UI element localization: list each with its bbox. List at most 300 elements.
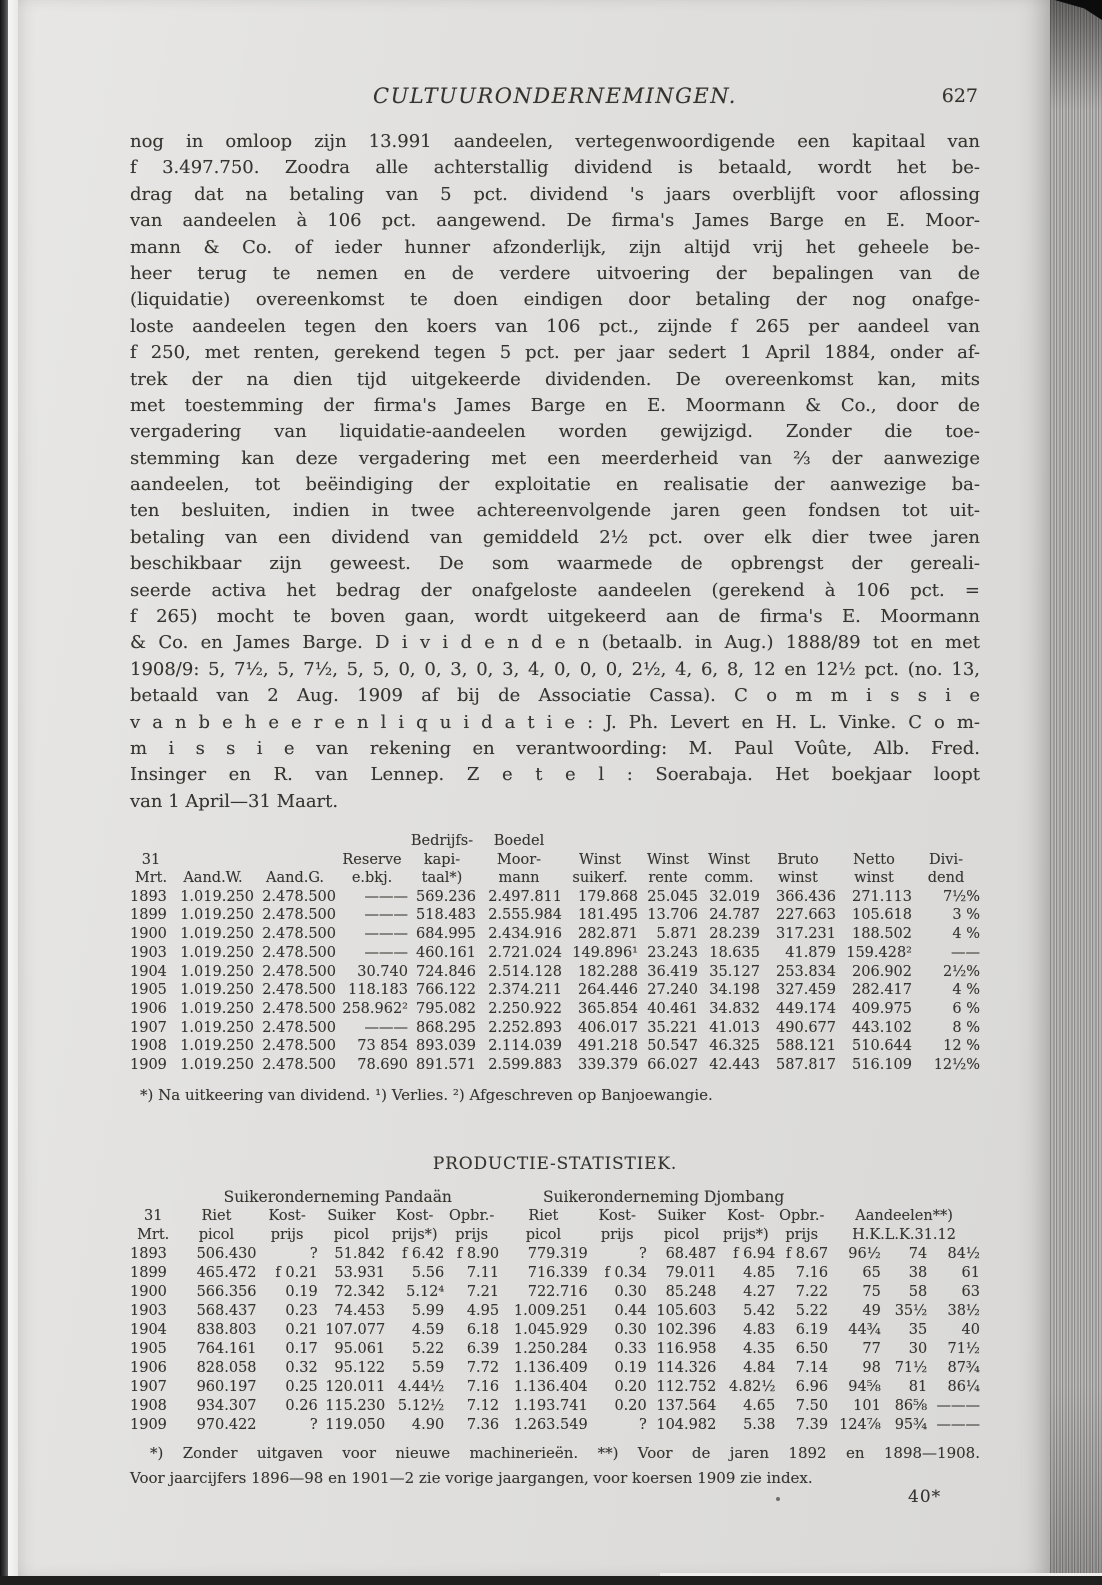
cell: 7.72 <box>466 1360 500 1376</box>
table-row <box>130 944 980 963</box>
cell: 516.109 <box>852 1057 912 1074</box>
text-line: seerde activa het bedrag der onafgeloste aandeelen (gerekend à 106 pct. = <box>130 579 980 601</box>
fore-edge-band <box>1050 0 1102 1576</box>
cell: 107.077 <box>325 1322 386 1338</box>
cell: 2.478.500 <box>262 963 336 980</box>
cell: 1908 <box>130 1038 167 1055</box>
text-line: trek der na dien tijd uitgekeerde dividenden. De overeenkomst kan, mits <box>130 368 980 390</box>
body-paragraph <box>130 129 980 815</box>
cell: 1908 <box>130 1398 167 1414</box>
cell: ——— <box>364 1019 408 1036</box>
cell: dend <box>927 870 965 887</box>
table-row <box>130 1019 980 1038</box>
cell: 73 854 <box>357 1038 408 1055</box>
cell: 409.975 <box>852 1001 912 1017</box>
cell: 104.982 <box>656 1417 717 1433</box>
cell: 724.846 <box>416 963 476 980</box>
cell: 2.478.500 <box>262 944 336 961</box>
cell: Winst <box>579 851 621 868</box>
cell: Bruto <box>777 851 819 868</box>
cell: 4 % <box>952 926 980 943</box>
cell: 1909 <box>130 1057 167 1074</box>
cell: 3 % <box>952 907 980 924</box>
cell: 271.113 <box>852 888 912 905</box>
cell: 7.36 <box>466 1417 500 1433</box>
cell: 51.842 <box>334 1246 386 1262</box>
table-row <box>130 1264 980 1283</box>
table-row <box>130 981 980 1000</box>
table-row <box>130 906 980 925</box>
cell: 2.721.024 <box>488 944 562 961</box>
text-line: (liquidatie) overeenkomst te doen eindigen door betaling der nog onafge- <box>130 289 980 311</box>
cell: 40 <box>961 1322 980 1338</box>
cell: 6.50 <box>795 1341 829 1357</box>
cell: Kost- <box>396 1208 434 1224</box>
table-row <box>130 1037 980 1056</box>
cell: 2.497.811 <box>488 888 562 905</box>
cell: 1900 <box>130 926 167 943</box>
cell: 766.122 <box>416 982 476 999</box>
cell: 795.082 <box>416 1001 476 1017</box>
table-row <box>130 1302 980 1321</box>
text-line: aandeelen, tot beëindiging der exploitatie en realisatie der aanwezige ba- <box>130 474 980 496</box>
cell: 1906 <box>130 1001 167 1017</box>
cell: 828.058 <box>196 1360 257 1376</box>
cell: suikerf. <box>572 870 628 887</box>
cell: 95.122 <box>334 1360 386 1376</box>
cell: prijs <box>270 1227 304 1243</box>
cell: Winst <box>708 851 750 868</box>
cell: 120.011 <box>325 1379 386 1395</box>
cell: 716.339 <box>527 1265 588 1281</box>
cell: 35 <box>908 1322 928 1338</box>
cell: ——— <box>936 1417 980 1433</box>
cell: 2.478.500 <box>262 1001 336 1017</box>
production-table-subheader <box>130 1207 980 1245</box>
cell: 227.663 <box>776 907 836 924</box>
cell: 6.19 <box>795 1322 829 1338</box>
cell: 86¼ <box>947 1379 980 1395</box>
cell <box>130 1188 176 1207</box>
cell: 1893 <box>130 1246 167 1262</box>
cell: 6 % <box>952 1001 980 1017</box>
cell: 1909 <box>130 1417 167 1433</box>
cell: 7.21 <box>466 1284 500 1300</box>
cell: Aand.G. <box>265 870 325 887</box>
cell: prijs <box>785 1227 819 1243</box>
cell: f 8.90 <box>456 1246 500 1262</box>
cell: 934.307 <box>196 1398 257 1414</box>
cell: 1.019.250 <box>180 888 254 905</box>
cell: 34.198 <box>709 982 760 999</box>
cell: 95.061 <box>334 1341 386 1357</box>
cell: 63 <box>961 1284 980 1300</box>
production-table-body <box>130 1245 980 1435</box>
cell: 71½ <box>894 1360 928 1376</box>
cell: 2.478.500 <box>262 888 336 905</box>
cell: 1904 <box>130 963 167 980</box>
cell: 86⅝ <box>894 1398 928 1414</box>
table-row <box>130 963 980 982</box>
cell: 6.96 <box>795 1379 829 1395</box>
cell: 366.436 <box>776 888 836 905</box>
cell: f 0.21 <box>275 1265 318 1281</box>
cell: 35½ <box>894 1303 928 1319</box>
cell: 50.547 <box>647 1038 698 1055</box>
header-row <box>130 1207 980 1226</box>
cell: 5.59 <box>411 1360 445 1376</box>
cell: 5.22 <box>411 1341 445 1357</box>
header-row <box>130 851 980 870</box>
cell: 1.019.250 <box>180 1057 254 1074</box>
cell: 4.84 <box>743 1360 776 1376</box>
cell: 1.019.250 <box>180 926 254 943</box>
cell: ? <box>638 1246 647 1262</box>
cell: 1905 <box>130 1341 167 1357</box>
cell: 65 <box>862 1265 881 1281</box>
text-line: m i s s i e van rekening en verantwoording: M. Paul Voûte, Alb. Fred. <box>130 737 980 759</box>
cell: 4.95 <box>466 1303 500 1319</box>
cell: 124⅞ <box>839 1417 881 1433</box>
text-line: mann & Co. of ieder hunner afzonderlijk, zijn altijd vrij het geheele be- <box>130 236 980 258</box>
gutter-highlight <box>8 0 18 1585</box>
cell: 4.90 <box>411 1417 445 1433</box>
cell: Opbr.- <box>779 1208 825 1224</box>
table-row <box>130 925 980 944</box>
cell: 0.20 <box>614 1398 647 1414</box>
page-number: 627 <box>941 85 978 107</box>
table-row <box>130 1321 980 1340</box>
cell: Kost- <box>268 1208 306 1224</box>
cell: 2.434.916 <box>488 926 562 943</box>
cell: 105.618 <box>852 907 912 924</box>
cell: e.bkj. <box>351 870 393 887</box>
cell: 6.39 <box>466 1341 500 1357</box>
cell <box>562 832 638 851</box>
cell <box>254 832 336 851</box>
cell: 12½% <box>933 1057 980 1074</box>
cell: 0.32 <box>285 1360 318 1376</box>
cell: 74 <box>908 1246 928 1262</box>
cell: 61 <box>961 1265 980 1281</box>
cell: Netto <box>853 851 895 868</box>
cell: 2.478.500 <box>262 1019 336 1036</box>
cell: comm. <box>704 870 754 887</box>
cell: 339.379 <box>578 1057 638 1074</box>
table-row <box>130 1340 980 1359</box>
table-row <box>130 1056 980 1075</box>
cell: 566.356 <box>196 1284 257 1300</box>
cell: Suiker <box>327 1208 376 1224</box>
cell: 1.019.250 <box>180 1001 254 1017</box>
cell: 2.478.500 <box>262 1057 336 1074</box>
cell: 4 % <box>952 982 980 999</box>
cell <box>336 832 408 851</box>
cell: ——— <box>936 1398 980 1414</box>
cell: rente <box>648 870 688 887</box>
cell: Divi- <box>929 851 963 868</box>
cell: prijs <box>455 1227 489 1243</box>
cell <box>254 851 336 870</box>
cell: 5.22 <box>795 1303 829 1319</box>
cell: Kost- <box>598 1208 636 1224</box>
cell: 1.136.409 <box>513 1360 588 1376</box>
cell: 5.12⁴ <box>406 1284 445 1300</box>
text-line: betaald van 2 Aug. 1909 af bij de Associatie Cassa). C o m m i s s i e <box>130 685 980 707</box>
text-line: loste aandeelen tegen den koers van 106 pct., zijnde f 265 per aandeel van <box>130 315 980 337</box>
cell: 722.716 <box>527 1284 588 1300</box>
cell: 118.183 <box>348 982 408 999</box>
cell: 1907 <box>130 1379 167 1395</box>
cell: 35.127 <box>709 963 760 980</box>
cell: 258.962² <box>342 1001 408 1017</box>
cell: ? <box>309 1417 318 1433</box>
cell: 317.231 <box>776 926 836 943</box>
header-row <box>130 869 980 888</box>
cell: 71½ <box>947 1341 980 1357</box>
text-line: van aandeelen à 106 pct. aangewend. De firma's James Barge en E. Moor- <box>130 210 980 232</box>
cell: 1899 <box>130 907 167 924</box>
cell: ——— <box>364 907 408 924</box>
cell: f 6.42 <box>401 1246 445 1262</box>
cell: 5.42 <box>743 1303 776 1319</box>
cell: 7.16 <box>466 1379 500 1395</box>
cell: 77 <box>862 1341 881 1357</box>
cell: 116.958 <box>656 1341 717 1357</box>
cell: 2.478.500 <box>262 982 336 999</box>
cell: 72.342 <box>334 1284 386 1300</box>
cell: 4.83 <box>743 1322 776 1338</box>
text-line: & Co. en James Barge. D i v i d e n d e n (betaalb. in Aug.) 1888/89 tot en met <box>130 632 980 654</box>
cell: Aand.W. <box>183 870 243 887</box>
cell: 2.478.500 <box>262 1038 336 1055</box>
cell: winst <box>854 870 894 887</box>
cell: 58 <box>908 1284 928 1300</box>
financial-table-footnote: *) Na uitkeering van dividend. ¹) Verlies. ²) Afgeschreven op Banjoewangie. <box>140 1086 713 1104</box>
cell: 2½% <box>942 963 980 980</box>
cell: 1.019.250 <box>180 907 254 924</box>
cell: 42.443 <box>709 1057 760 1074</box>
cell: Moor- <box>496 851 542 868</box>
cell: 0.25 <box>285 1379 318 1395</box>
cell: 95¾ <box>894 1417 928 1433</box>
cell: 7.50 <box>795 1398 829 1414</box>
cell: 2.555.984 <box>488 907 562 924</box>
cell: 0.19 <box>285 1284 318 1300</box>
cell: 891.571 <box>416 1057 476 1074</box>
financial-statistics-table <box>130 832 980 1075</box>
cell: Opbr.- <box>449 1208 495 1224</box>
cell: 84½ <box>947 1246 980 1262</box>
cell: 1906 <box>130 1360 167 1376</box>
cell: 30.740 <box>357 963 408 980</box>
cell: 182.288 <box>578 963 638 980</box>
signature-mark: 40* <box>908 1487 942 1507</box>
cell: 1903 <box>130 944 167 961</box>
cell: 181.495 <box>578 907 638 924</box>
print-artifact-dot <box>776 1497 780 1501</box>
cell: 41.013 <box>709 1019 760 1036</box>
cell: 506.430 <box>196 1246 257 1262</box>
table-row <box>130 1359 980 1378</box>
cell: 406.017 <box>578 1019 638 1036</box>
cell <box>836 832 912 851</box>
cell: ? <box>638 1417 647 1433</box>
cell: Winst <box>647 851 689 868</box>
production-table-header <box>130 1188 980 1207</box>
cell: 893.039 <box>416 1038 476 1055</box>
cell: 587.817 <box>776 1057 836 1074</box>
cell: 38 <box>908 1265 928 1281</box>
text-line: Voor jaarcijfers 1896—98 en 1901—2 zie vorige jaargangen, voor koersen 1909 zie index. <box>130 1469 813 1487</box>
cell: 96½ <box>848 1246 881 1262</box>
table-row <box>130 1378 980 1397</box>
cell: 5.99 <box>411 1303 445 1319</box>
cell: 0.26 <box>285 1398 318 1414</box>
header-row <box>130 1226 980 1245</box>
cell: 5.871 <box>656 926 698 943</box>
cell: 105.603 <box>656 1303 717 1319</box>
cell: 1.019.250 <box>180 1019 254 1036</box>
cell: 7.16 <box>795 1265 829 1281</box>
section-title: PRODUCTIE-STATISTIEK. <box>432 1154 678 1174</box>
cell: Riet <box>528 1208 559 1224</box>
cell: 75 <box>862 1284 881 1300</box>
cell: mann <box>498 870 540 887</box>
cell: picol <box>525 1227 562 1243</box>
cell: 1.045.929 <box>513 1322 588 1338</box>
cell: 5.38 <box>743 1417 776 1433</box>
text-line: ten besluiten, indien in twee achtereenvolgende jaren geen fondsen tot uit- <box>130 500 980 522</box>
cell: 1.019.250 <box>180 1038 254 1055</box>
text-line: f 265) mocht te boven gaan, wordt uitgekeerd aan de firma's E. Moormann <box>130 606 980 628</box>
cell: 53.931 <box>334 1265 386 1281</box>
cell: 74.453 <box>334 1303 386 1319</box>
text-line: 1908/9: 5, 7½, 5, 7½, 5, 5, 0, 0, 3, 0, 3, 4, 0, 0, 0, 2½, 4, 6, 8, 12 en 12½ pct. (no. 13, <box>130 658 980 680</box>
cell: 7.14 <box>795 1360 829 1376</box>
cell: 4.85 <box>743 1265 776 1281</box>
cell: 2.114.039 <box>488 1038 562 1055</box>
cell: 149.896¹ <box>572 944 638 961</box>
cell: 28.239 <box>709 926 760 943</box>
text-line: met toestemming der firma's James Barge en E. Moormann & Co., door de <box>130 394 980 416</box>
cell: 98 <box>862 1360 881 1376</box>
cell: 85.248 <box>665 1284 717 1300</box>
cell: prijs*) <box>723 1227 769 1243</box>
cell: 588.121 <box>776 1038 836 1055</box>
cell: f 8.67 <box>785 1246 829 1262</box>
cell: 2.250.922 <box>488 1001 562 1017</box>
estate-group-djombang: Suikeronderneming Djombang <box>542 1188 785 1206</box>
text-line: betaling van een dividend van gemiddeld 2½ pct. over elk dier twee jaren <box>130 526 980 548</box>
cell: 7.11 <box>466 1265 500 1281</box>
cell: prijs <box>600 1227 634 1243</box>
cell: 49 <box>862 1303 881 1319</box>
cell: 102.396 <box>656 1322 717 1338</box>
cell: 24.787 <box>709 907 760 924</box>
cell: 282.871 <box>578 926 638 943</box>
cell: 838.803 <box>196 1322 257 1338</box>
cell: 31 <box>141 851 161 868</box>
cell: 87¾ <box>947 1360 980 1376</box>
cell: 518.483 <box>416 907 476 924</box>
cell: 1.136.404 <box>513 1379 588 1395</box>
cell: 36.419 <box>647 963 698 980</box>
cell: 112.752 <box>656 1379 717 1395</box>
cell: ——— <box>364 926 408 943</box>
cell: ——— <box>364 944 408 961</box>
cell: 35.221 <box>647 1019 698 1036</box>
cell: 569.236 <box>416 888 476 905</box>
cell: 1907 <box>130 1019 167 1036</box>
cell: 78.690 <box>357 1057 408 1074</box>
cell: 7.12 <box>466 1398 500 1414</box>
table-row <box>130 1416 980 1435</box>
cell <box>760 832 836 851</box>
cell: 46.325 <box>709 1038 760 1055</box>
text-line: Insinger en R. van Lennep. Z e t e l : Soerabaja. Het boekjaar loopt <box>130 764 980 786</box>
cell: 4.27 <box>743 1284 776 1300</box>
cell: 1904 <box>130 1322 167 1338</box>
cell: 490.677 <box>776 1019 836 1036</box>
cell: 31 <box>143 1208 163 1224</box>
cell: ——— <box>364 888 408 905</box>
cell: 6.18 <box>466 1322 500 1338</box>
cell: 101 <box>853 1398 881 1414</box>
text-line: van 1 April—31 Maart. <box>130 790 339 812</box>
cell: 0.17 <box>285 1341 318 1357</box>
cell: winst <box>778 870 818 887</box>
cell: 253.834 <box>776 963 836 980</box>
cell: 568.437 <box>196 1303 257 1319</box>
cell: 66.027 <box>647 1057 698 1074</box>
cell: kapi- <box>423 851 461 868</box>
book-spine-shadow <box>0 0 8 1585</box>
cell: Kost- <box>727 1208 765 1224</box>
cell <box>698 832 760 851</box>
cell: 18.635 <box>709 944 760 961</box>
cell: 0.21 <box>285 1322 318 1338</box>
cell: 1893 <box>130 888 167 905</box>
cell: 7.22 <box>795 1284 829 1300</box>
cell: 264.446 <box>578 982 638 999</box>
cell: 4.59 <box>411 1322 445 1338</box>
table-row <box>130 1397 980 1416</box>
cell: Boedel <box>493 833 545 849</box>
cell: Mrt. <box>134 870 168 887</box>
header-row <box>130 832 980 851</box>
cell: 5.12½ <box>397 1398 445 1414</box>
cell: 23.243 <box>647 944 698 961</box>
cell: 1.019.250 <box>180 944 254 961</box>
scan-bottom-shadow <box>0 1576 1102 1585</box>
cell: 44¾ <box>848 1322 881 1338</box>
cell: 119.050 <box>325 1417 386 1433</box>
cell: 137.564 <box>656 1398 717 1414</box>
cell <box>130 832 172 851</box>
cell: 68.487 <box>665 1246 717 1262</box>
cell: picol <box>198 1227 235 1243</box>
text-line: v a n b e h e e r e n l i q u i d a t i e : J. Ph. Levert en H. L. Vinke. C o m- <box>130 711 980 733</box>
cell: 0.33 <box>614 1341 647 1357</box>
cell: 327.459 <box>776 982 836 999</box>
cell: 779.319 <box>527 1246 588 1262</box>
cell: 510.644 <box>852 1038 912 1055</box>
cell: 41.879 <box>785 944 836 961</box>
cell: 460.161 <box>416 944 476 961</box>
cell: 1905 <box>130 982 167 999</box>
cell: 94⅝ <box>848 1379 881 1395</box>
